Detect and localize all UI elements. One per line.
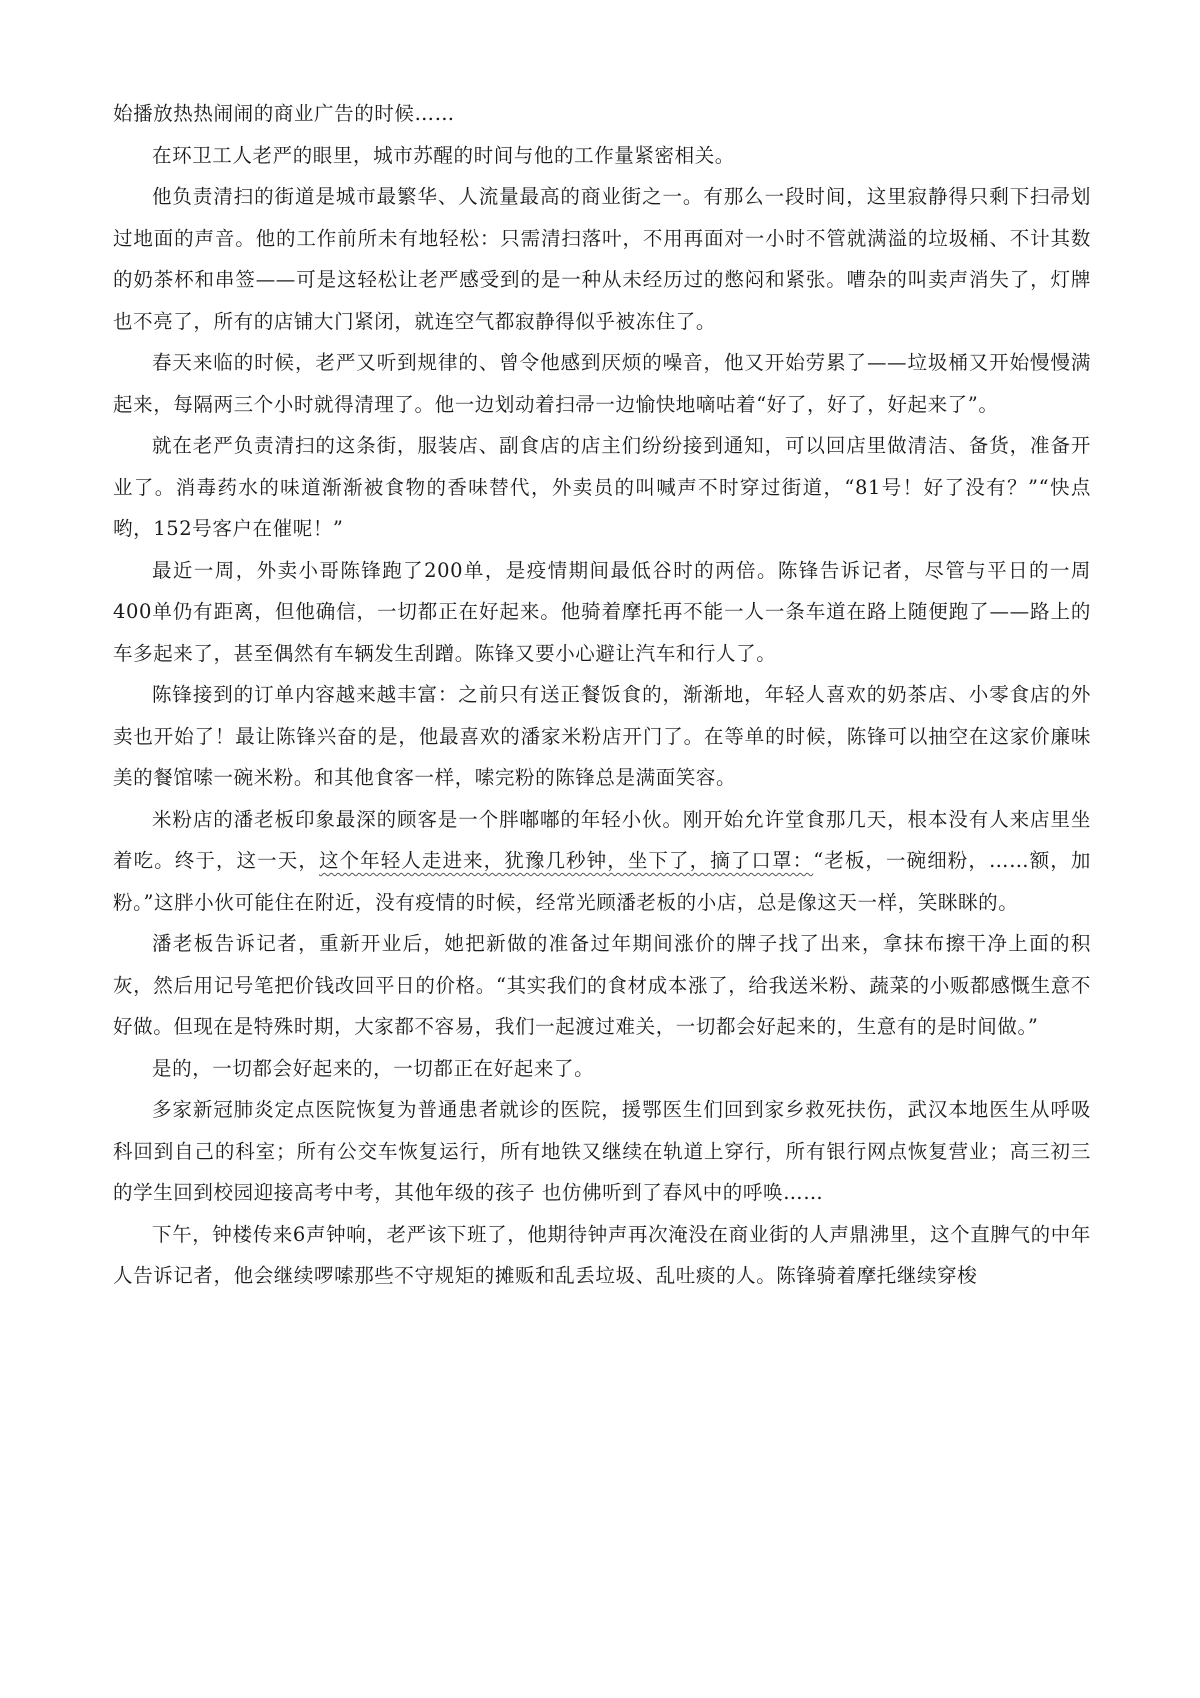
paragraph-8-after: “老板，一碗细粉，……额，加粉。”这胖小伙可能住在附近，没有疫情的时候，经常光顾潘老板的小店，总是像这天一样，笑眯眯的。	[113, 849, 1091, 914]
paragraph-2: 在环卫工人老严的眼里，城市苏醒的时间与他的工作量紧密相关。	[152, 143, 735, 167]
paragraph-12: 下午，钟楼传来6声钟响，老严该下班了，他期待钟声再次淹没在商业街的人声鼎沸里，这个直脾气的中年人告诉记者，他会继续啰嗦那些不守规矩的摊贩和乱丢垃圾、乱吐痰的人。陈锋骑着摩托继续穿梭	[113, 1222, 1091, 1287]
paragraph-10: 是的，一切都会好起来的，一切都正在好起来了。	[152, 1056, 595, 1080]
paragraph-4: 春天来临的时候，老严又听到规律的、曾令他感到厌烦的噪音，他又开始劳累了——垃圾桶又开始慢慢满起来，每隔两三个小时就得清理了。他一边划动着扫帚一边愉快地嘀咕着“好了，好了，好起来了”。	[113, 351, 1091, 416]
paragraph-8-before: 米粉店的潘老板印象最深的顾客是一个胖嘟嘟的年轻小伙。刚开始允许堂食那几天，根本没有人来店里坐着吃。终于，这一天，	[113, 807, 1091, 872]
wavy-underlined-sentence: 这个年轻人走进来，犹豫几秒钟，坐下了，摘了口罩：	[318, 849, 814, 872]
paragraph-7: 陈锋接到的订单内容越来越丰富：之前只有送正餐饭食的，渐渐地，年轻人喜欢的奶茶店、小零食店的外卖也开始了！最让陈锋兴奋的是，他最喜欢的潘家米粉店开门了。在等单的时候，陈锋可以抽空在这家价廉味美的餐馆嗦一碗米粉。和其他食客一样，嗦完粉的陈锋总是满面笑容。	[113, 683, 1091, 789]
paragraph-3: 他负责清扫的街道是城市最繁华、人流量最高的商业街之一。有那么一段时间，这里寂静得只剩下扫帚划过地面的声音。他的工作前所未有地轻松：只需清扫落叶，不用再面对一小时不管就满溢的垃圾桶、不计其数的奶茶杯和串签——可是这轻松让老严感受到的是一种从未经历过的憋闷和紧张。嘈杂的叫卖声消失了，灯牌也不亮了，所有的店铺大门紧闭，就连空气都寂静得似乎被冻住了。	[113, 185, 1091, 333]
paragraph-6: 最近一周，外卖小哥陈锋跑了200单，是疫情期间最低谷时的两倍。陈锋告诉记者，尽管与平日的一周400单仍有距离，但他确信，一切都正在好起来。他骑着摩托再不能一人一条车道在路上随便跑了——路上的车多起来了，甚至偶然有车辆发生刮蹭。陈锋又要小心避让汽车和行人了。	[113, 558, 1091, 665]
paragraph-1: 始播放热热闹闹的商业广告的时候……	[113, 102, 455, 125]
paragraph-11: 多家新冠肺炎定点医院恢复为普通患者就诊的医院，援鄂医生们回到家乡救死扶伤，武汉本地医生从呼吸科回到自己的科室；所有公交车恢复运行，所有地铁又继续在轨道上穿行，所有银行网点恢复营业；高三初三的学生回到校园迎接高考中考，其他年级的孩子 也仿佛听到了春风中的呼唤……	[113, 1098, 1091, 1204]
paragraph-8	[113, 799, 1091, 924]
document-page	[113, 93, 1091, 1297]
paragraph-5: 就在老严负责清扫的这条街，服装店、副食店的店主们纷纷接到通知，可以回店里做清洁、备货，准备开业了。消毒药水的味道渐渐被食物的香味替代，外卖员的叫喊声不时穿过街道，“81号！好了没有？”“快点哟，152号客户在催呢！”	[113, 434, 1091, 540]
paragraph-9: 潘老板告诉记者，重新开业后，她把新做的准备过年期间涨价的牌子找了出来，拿抹布擦干净上面的积灰，然后用记号笔把价钱改回平日的价格。“其实我们的食材成本涨了，给我送米粉、蔬菜的小贩都感慨生意不好做。但现在是特殊时期，大家都不容易，我们一起渡过难关，一切都会好起来的，生意有的是时间做。”	[113, 932, 1091, 1038]
